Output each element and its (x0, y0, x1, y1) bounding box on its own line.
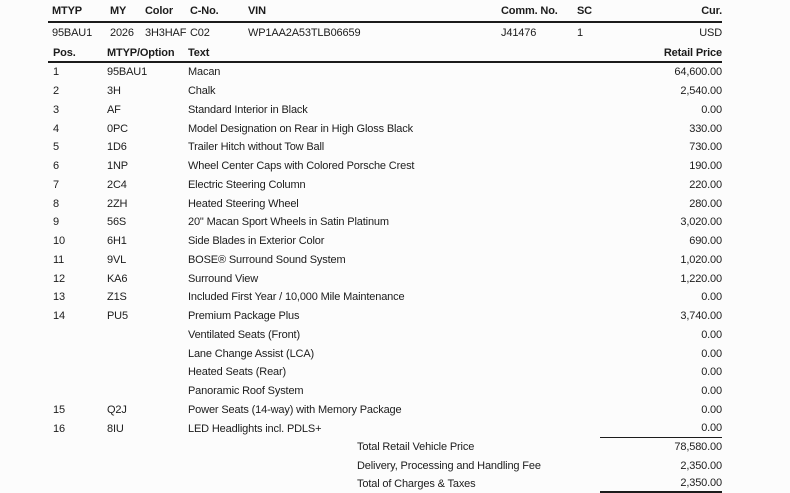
options-header-row (48, 45, 722, 63)
option-code: 0PC (107, 122, 128, 135)
option-price: 330.00 (689, 122, 722, 135)
options-col-pos: Pos. (53, 47, 76, 59)
vehicle-comm-no-value: J41476 (501, 26, 537, 39)
option-pos: 15 (53, 403, 65, 416)
option-text: LED Headlights incl. PDLS+ (188, 422, 322, 435)
option-row (48, 419, 722, 438)
vehicle-mtyp-value: 95BAU1 (52, 26, 93, 39)
option-code: 2C4 (107, 178, 127, 191)
option-row (48, 288, 722, 307)
option-price: 280.00 (689, 197, 722, 210)
option-row (48, 82, 722, 101)
vehicle-data-row (48, 23, 722, 42)
option-row (48, 382, 722, 401)
option-row (48, 138, 722, 157)
options-col-text: Text (188, 47, 210, 59)
total-label: Total Retail Vehicle Price (357, 441, 475, 454)
total-price: 2,350.00 (680, 459, 722, 472)
option-price: 3,020.00 (680, 216, 722, 229)
option-row (48, 251, 722, 270)
option-row (48, 101, 722, 120)
option-text: Macan (188, 66, 221, 79)
option-text: Wheel Center Caps with Colored Porsche Crest (188, 160, 415, 173)
option-pos: 10 (53, 235, 65, 248)
total-price: 78,580.00 (674, 441, 722, 454)
option-pos: 5 (53, 141, 59, 154)
total-row (48, 438, 722, 456)
option-text: Premium Package Plus (188, 310, 300, 323)
option-code: 8IU (107, 422, 124, 435)
option-row (48, 119, 722, 138)
vehicle-my-value: 2026 (110, 26, 134, 39)
totals-container (48, 438, 722, 493)
option-code: Z1S (107, 291, 127, 304)
option-row (48, 363, 722, 382)
option-price: 190.00 (689, 160, 722, 173)
vehicle-cno-value: C02 (190, 26, 210, 39)
vehicle-col-comm-no: Comm. No. (501, 5, 558, 17)
option-code: 2ZH (107, 197, 128, 210)
option-price: 0.00 (701, 366, 722, 379)
option-price: 220.00 (689, 178, 722, 191)
option-pos: 3 (53, 103, 59, 116)
option-code: 6H1 (107, 235, 127, 248)
option-pos: 2 (53, 85, 59, 98)
option-text: Model Designation on Rear in High Gloss Black (188, 122, 413, 135)
option-row (48, 63, 722, 82)
vehicle-header-row (48, 1, 722, 23)
order-sheet (48, 1, 722, 493)
option-code: Q2J (107, 403, 127, 416)
option-price: 1,020.00 (680, 253, 722, 266)
option-text: Lane Change Assist (LCA) (188, 347, 315, 360)
option-text: BOSE® Surround Sound System (188, 253, 346, 266)
option-text: Included First Year / 10,000 Mile Maintenance (188, 291, 405, 304)
option-code: KA6 (107, 272, 128, 285)
option-row (48, 213, 722, 232)
vehicle-vin-value: WP1AA2A53TLB06659 (248, 26, 361, 39)
vehicle-col-mtyp: MTYP (52, 5, 82, 17)
option-price: 730.00 (689, 141, 722, 154)
vehicle-col-cur: Cur. (701, 5, 722, 17)
options-rows-container (48, 63, 722, 438)
option-price: 690.00 (689, 235, 722, 248)
option-price: 0.00 (701, 103, 722, 116)
option-row (48, 232, 722, 251)
option-price: 0.00 (701, 328, 722, 341)
option-code: 3H (107, 85, 121, 98)
option-pos: 11 (53, 253, 65, 266)
option-text: Electric Steering Column (188, 178, 306, 191)
option-price: 64,600.00 (674, 66, 722, 79)
option-text: Trailer Hitch without Tow Ball (188, 141, 325, 154)
option-pos: 6 (53, 160, 59, 173)
total-row (48, 475, 722, 493)
vehicle-cur-value: USD (699, 26, 722, 39)
option-code: 1NP (107, 160, 128, 173)
option-pos: 14 (53, 310, 65, 323)
total-row (48, 456, 722, 474)
option-price: 0.00 (701, 347, 722, 360)
option-row (48, 176, 722, 195)
option-pos: 9 (53, 216, 59, 229)
option-text: Surround View (188, 272, 259, 285)
option-code: 1D6 (107, 141, 127, 154)
option-text: Side Blades in Exterior Color (188, 235, 325, 248)
option-row (48, 344, 722, 363)
option-pos: 4 (53, 122, 59, 135)
vehicle-col-sc: SC (577, 5, 592, 17)
option-text: Power Seats (14-way) with Memory Package (188, 403, 402, 416)
option-price: 0.00 (701, 385, 722, 398)
option-code: AF (107, 103, 121, 116)
option-text: Heated Seats (Rear) (188, 366, 287, 379)
option-code: 56S (107, 216, 127, 229)
option-row (48, 194, 722, 213)
option-pos: 7 (53, 178, 59, 191)
total-price: 2,350.00 (600, 475, 722, 493)
option-code: 95BAU1 (107, 66, 148, 79)
option-pos: 12 (53, 272, 65, 285)
option-row (48, 269, 722, 288)
options-col-mtyp-option: MTYP/Option (107, 47, 175, 59)
option-text: Chalk (188, 85, 216, 98)
option-text: Panoramic Roof System (188, 385, 304, 398)
option-row (48, 401, 722, 420)
option-row (48, 326, 722, 345)
option-text: Ventilated Seats (Front) (188, 328, 300, 341)
options-col-retail-price: Retail Price (663, 47, 722, 59)
option-text: Standard Interior in Black (188, 103, 308, 116)
vehicle-col-my: MY (110, 5, 127, 17)
option-code: PU5 (107, 310, 128, 323)
option-code: 9VL (107, 253, 127, 266)
vehicle-col-color: Color (145, 5, 173, 17)
option-price: 3,740.00 (680, 310, 722, 323)
option-row (48, 307, 722, 326)
option-price: 0.00 (600, 419, 722, 438)
total-label: Delivery, Processing and Handling Fee (357, 459, 541, 472)
vehicle-col-cno: C-No. (190, 5, 219, 17)
option-pos: 13 (53, 291, 65, 304)
option-text: 20" Macan Sport Wheels in Satin Platinum (188, 216, 389, 229)
option-price: 1,220.00 (680, 272, 722, 285)
vehicle-col-vin: VIN (248, 5, 266, 17)
option-pos: 1 (53, 66, 59, 79)
option-pos: 16 (53, 422, 65, 435)
option-pos: 8 (53, 197, 59, 210)
vehicle-color-value: 3H3HAF (145, 26, 187, 39)
option-price: 0.00 (701, 291, 722, 304)
total-label: Total of Charges & Taxes (357, 477, 476, 490)
option-row (48, 157, 722, 176)
option-text: Heated Steering Wheel (188, 197, 299, 210)
option-price: 2,540.00 (680, 85, 722, 98)
option-price: 0.00 (701, 403, 722, 416)
vehicle-sc-value: 1 (577, 26, 583, 39)
